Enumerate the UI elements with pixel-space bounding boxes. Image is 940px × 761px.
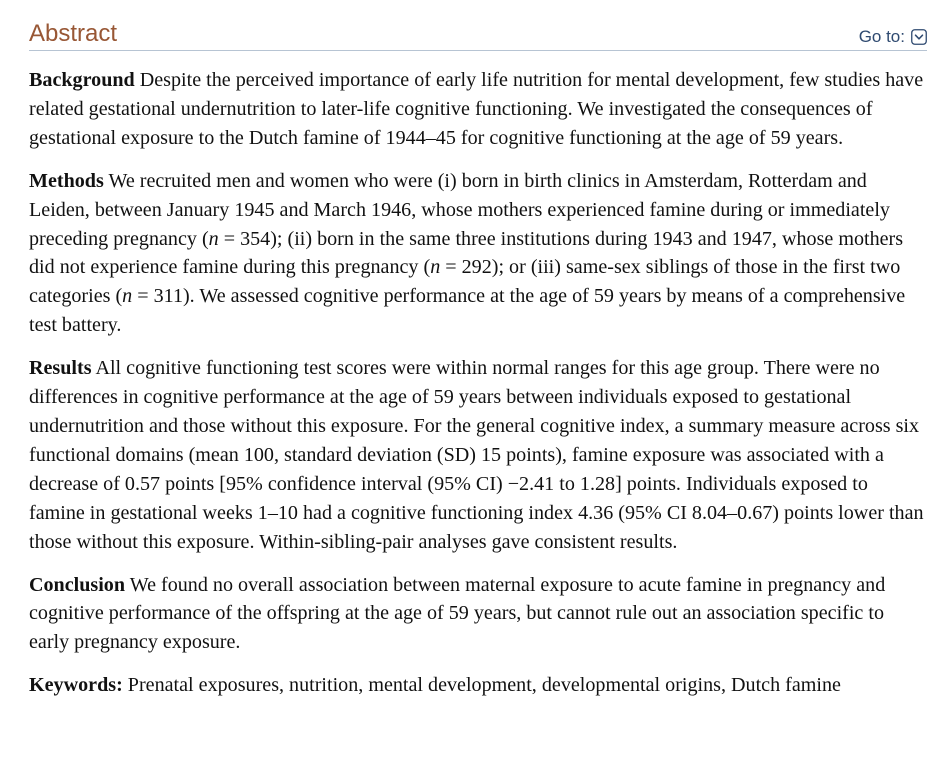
n-symbol: n [122,285,133,308]
keywords-label: Keywords: [29,674,123,697]
abstract-body [29,66,928,714]
methods-text: = 292); or (iii) same-sex siblings of those in the first two categories ( [29,256,901,308]
background-label: Background [29,69,135,91]
conclusion-label: Conclusion [29,573,126,596]
keywords-paragraph [29,671,928,700]
methods-paragraph [29,167,928,340]
abstract-header [29,20,927,51]
n-symbol: n [430,256,441,279]
results-label: Results [29,357,92,380]
background-paragraph [29,66,928,153]
n-symbol: n [208,227,219,250]
section-title: Abstract [29,20,118,47]
conclusion-text: We found no overall association between maternal exposure to acute famine in pregnancy and cognitive performance of the offspring at the age of 59 years, but cannot rule out an association specific to early pregnancy exposure. [29,573,886,654]
background-text: Despite the perceived importance of early life nutrition for mental development, few studies have related gestational undernutrition to later-life cognitive functioning. We investigated the consequences of gestational exposure to the Dutch famine of 1944–45 for cognitive functioning at the age of 59 years. [29,69,924,149]
keywords-text: Prenatal exposures, nutrition, mental development, developmental origins, Dutch famine [127,674,841,697]
chevron-down-icon[interactable] [911,29,927,45]
methods-text: We recruited men and women who were (i) born in birth clinics in Amsterdam, Rotterdam and Leiden, between January 1945 and March 1946, whose mothers experienced famine during or immediately preceding pregnancy ( [29,169,890,250]
conclusion-paragraph [29,571,928,658]
methods-label: Methods [29,169,104,192]
results-paragraph [29,354,928,556]
methods-text: = 311). We assessed cognitive performance at the age of 59 years by means of a comprehensive test battery. [29,285,906,337]
results-text: All cognitive functioning test scores were within normal ranges for this age group. There were no differences in cognitive performance at the age of 59 years between individuals exposed to gestational undernutrition and those without this exposure. For the general cognitive index, a summary measure across six functional domains (mean 100, standard deviation (SD) 15 points), famine exposure was associated with a decrease of 0.57 points [95% confidence interval (95% CI) −2.41 to 1.28] points. Individuals exposed to famine in gestational weeks 1–10 had a cognitive functioning index 4.36 (95% CI 8.04–0.67) points lower than those without this exposure. Within-sibling-pair analyses gave consistent results. [29,357,924,553]
goto-menu[interactable] [859,27,927,47]
methods-text: = 354); (ii) born in the same three institutions during 1943 and 1947, whose mothers did not experience famine during this pregnancy ( [29,227,904,279]
goto-label: Go to: [858,27,905,46]
